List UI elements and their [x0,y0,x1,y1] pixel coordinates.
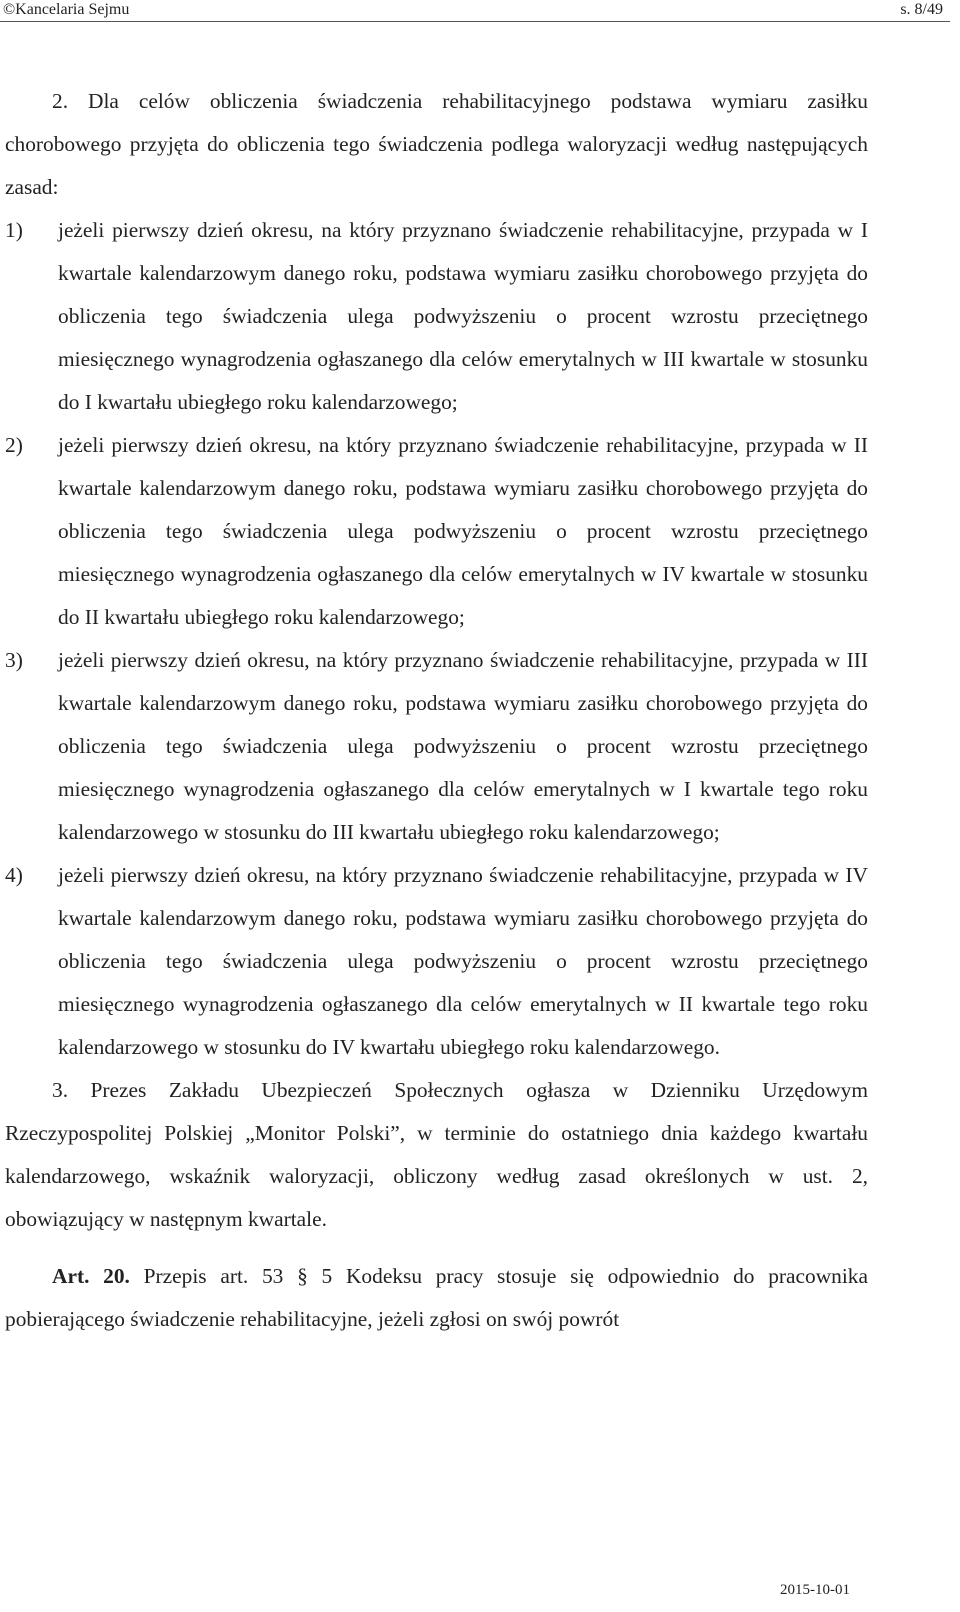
list-item [5,209,868,424]
footer-date: 2015-10-01 [780,1582,850,1598]
article-20-label: Art. 20. [52,1264,130,1288]
list-item-text: jeżeli pierwszy dzień okresu, na który przyznano świadczenie rehabilitacyjne, przypada w II kwartale kalendarzowym danego roku, podstawa wymiaru zasiłku chorobowego przyjęta do obliczenia tego świadczenia ulega podwyższeniu o procent wzrostu przeciętnego miesięcznego wynagrodzenia ogłaszanego dla celów emerytalnych w IV kwartale w stosunku do II kwartału ubiegłego roku kalendarzowego; [58,433,868,629]
section-2-intro: 2. Dla celów obliczenia świadczenia rehabilitacyjnego podstawa wymiaru zasiłku chorobowego przyjęta do obliczenia tego świadczenia podlega waloryzacji według następujących zasad: [5,89,868,199]
header-divider [0,21,950,22]
copyright-label: ©Kancelaria Sejmu [3,1,130,18]
document-body [5,80,868,1341]
list-item [5,424,868,639]
page-header [0,0,960,22]
article-20-text: Przepis art. 53 § 5 Kodeksu pracy stosuje się odpowiednio do pracownika pobierającego świadczenie rehabilitacyjne, jeżeli zgłosi on swój powrót [5,1264,868,1331]
list-item-number: 1) [5,218,23,242]
list-item [5,854,868,1069]
list-item-text: jeżeli pierwszy dzień okresu, na który przyznano świadczenie rehabilitacyjne, przypada w III kwartale kalendarzowym danego roku, podstawa wymiaru zasiłku chorobowego przyjęta do obliczenia tego świadczenia ulega podwyższeniu o procent wzrostu przeciętnego miesięcznego wynagrodzenia ogłaszanego dla celów emerytalnych w I kwartale tego roku kalendarzowego w stosunku do III kwartału ubiegłego roku kalendarzowego; [58,648,868,844]
list-item [5,639,868,854]
list-item-text: jeżeli pierwszy dzień okresu, na który przyznano świadczenie rehabilitacyjne, przypada w I kwartale kalendarzowym danego roku, podstawa wymiaru zasiłku chorobowego przyjęta do obliczenia tego świadczenia ulega podwyższeniu o procent wzrostu przeciętnego miesięcznego wynagrodzenia ogłaszanego dla celów emerytalnych w III kwartale w stosunku do I kwartału ubiegłego roku kalendarzowego; [58,218,868,414]
list-item-number: 4) [5,863,23,887]
list-item-text: jeżeli pierwszy dzień okresu, na który przyznano świadczenie rehabilitacyjne, przypada w IV kwartale kalendarzowym danego roku, podstawa wymiaru zasiłku chorobowego przyjęta do obliczenia tego świadczenia ulega podwyższeniu o procent wzrostu przeciętnego miesięcznego wynagrodzenia ogłaszanego dla celów emerytalnych w II kwartale tego roku kalendarzowego w stosunku do IV kwartału ubiegłego roku kalendarzowego. [58,863,868,1059]
article-20-paragraph [5,1255,868,1341]
page-number: s. 8/49 [900,1,943,18]
section-3-paragraph: 3. Prezes Zakładu Ubezpieczeń Społecznych ogłasza w Dzienniku Urzędowym Rzeczypospolitej Polskiej „Monitor Polski”, w terminie do ostatniego dnia każdego kwartału kalendarzowego, wskaźnik waloryzacji, obliczony według zasad określonych w ust. 2, obowiązujący w następnym kwartale. [5,1078,868,1231]
list-item-number: 2) [5,433,23,457]
list-item-number: 3) [5,648,23,672]
